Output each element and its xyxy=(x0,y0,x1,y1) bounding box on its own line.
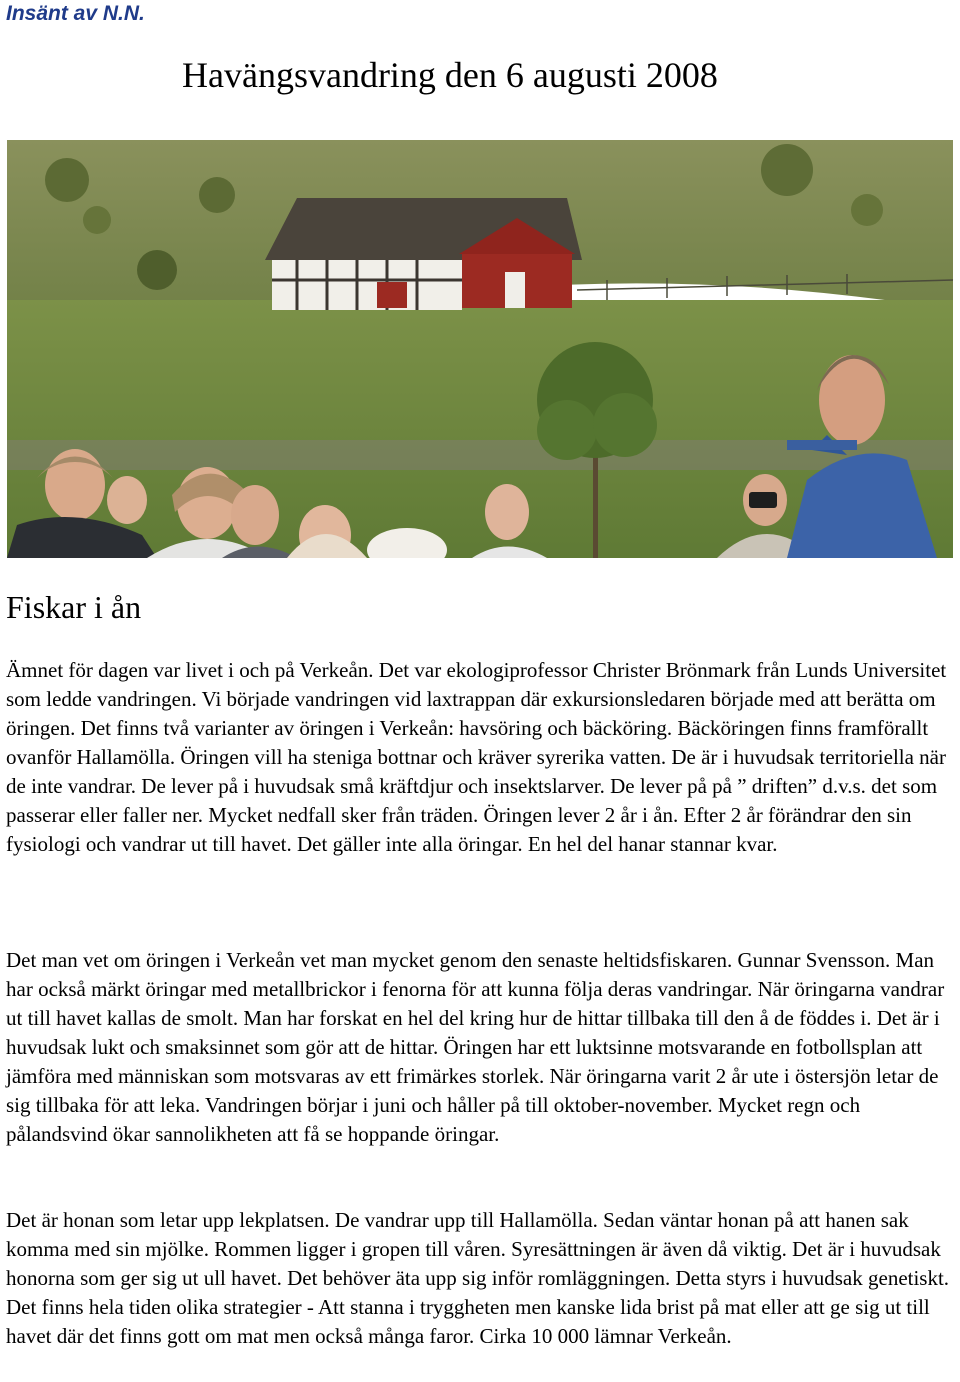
photo-tree-crown xyxy=(593,393,657,457)
page-title: Havängsvandring den 6 augusti 2008 xyxy=(182,55,718,95)
byline: Insänt av N.N. xyxy=(6,2,145,25)
photo-bush xyxy=(761,144,813,196)
photo-tree-crown xyxy=(537,400,597,460)
section-heading: Fiskar i ån xyxy=(6,589,142,625)
photo-barn-door xyxy=(505,272,525,308)
photo-bush xyxy=(199,177,235,213)
body-paragraph: Det är honan som letar upp lekplatsen. De vandrar upp till Hallamölla. Sedan väntar honan på att hanen sak komma med sin mjölke. Rommen ligger i gropen till våren. Syresättningen är även då viktig. Det är i huvudsak honorna som ger sig ut ull havet. Det behöver äta upp sig inför romläggningen. Detta styrs i huvudsak genetiskt. Det finns hela tiden olika strategier - Att stanna i tryggheten men kanske lida brist på mat eller att ge sig ut till havet där det finns gott om mat men också många faror. Cirka 10 000 lämnar Verkeån. xyxy=(6,1208,950,1348)
photo-bush xyxy=(137,250,177,290)
photo-bush xyxy=(851,194,883,226)
photo-bush xyxy=(45,158,89,202)
excursion-photo xyxy=(7,140,953,558)
photo-bush xyxy=(83,206,111,234)
body-paragraph: Det man vet om öringen i Verkeån vet man mycket genom den senaste heltidsfiskaren. Gunnar Svensson. Man har också märkt öringar med metallbrickor i fenorna för att kunna följa deras vandringar. När öringarna vandrar ut till havet kallas de smolt. Man har forskat en hel del kring hur de hittar tillbaka till den å de föddes i. Det är i huvudsak lukt och smaksinnet som gör att de hittar. Öringen har ett luktsinne motsvarande en fotbollsplan att jämföra med människan som motsvaras av ett frimärkes storlek. När öringarna varit 2 år ute i östersjön letar de sig tillbaka för att leka. Vandringen börjar i juni och håller på till oktober-november. Mycket regn och pålandsvind ökar sannolikheten att få se hoppande öringar. xyxy=(6,948,945,1146)
photo-shed xyxy=(377,282,407,308)
photo-farmhouse-wall xyxy=(272,258,462,310)
body-paragraph: Ämnet för dagen var livet i och på Verkeån. Det var ekologiprofessor Christer Brönmark från Lunds Universitet som ledde vandringen. Vi började vandringen vid laxtrappan där exkursionsledaren började med att berätta om öringen. Det finns två varianter av öringen i Verkeån: havsöring och bäcköring. Bäcköringen finns framförallt ovanför Hallamölla. Öringen vill ha steniga bottnar och kräver syrerika vatten. De är i huvudsak territoriella när de inte vandrar. De lever på i huvudsak små kräftdjur och insektslarver. De lever på på ” driften” d.v.s. det som passerar eller faller ner. Mycket nedfall sker från träden. Öringen lever 2 år i ån. Efter 2 år förändrar den sin fysiologi och vandrar ut till havet. Det gäller inte alla öringar. En hel del hanar stannar kvar. xyxy=(6,658,947,856)
